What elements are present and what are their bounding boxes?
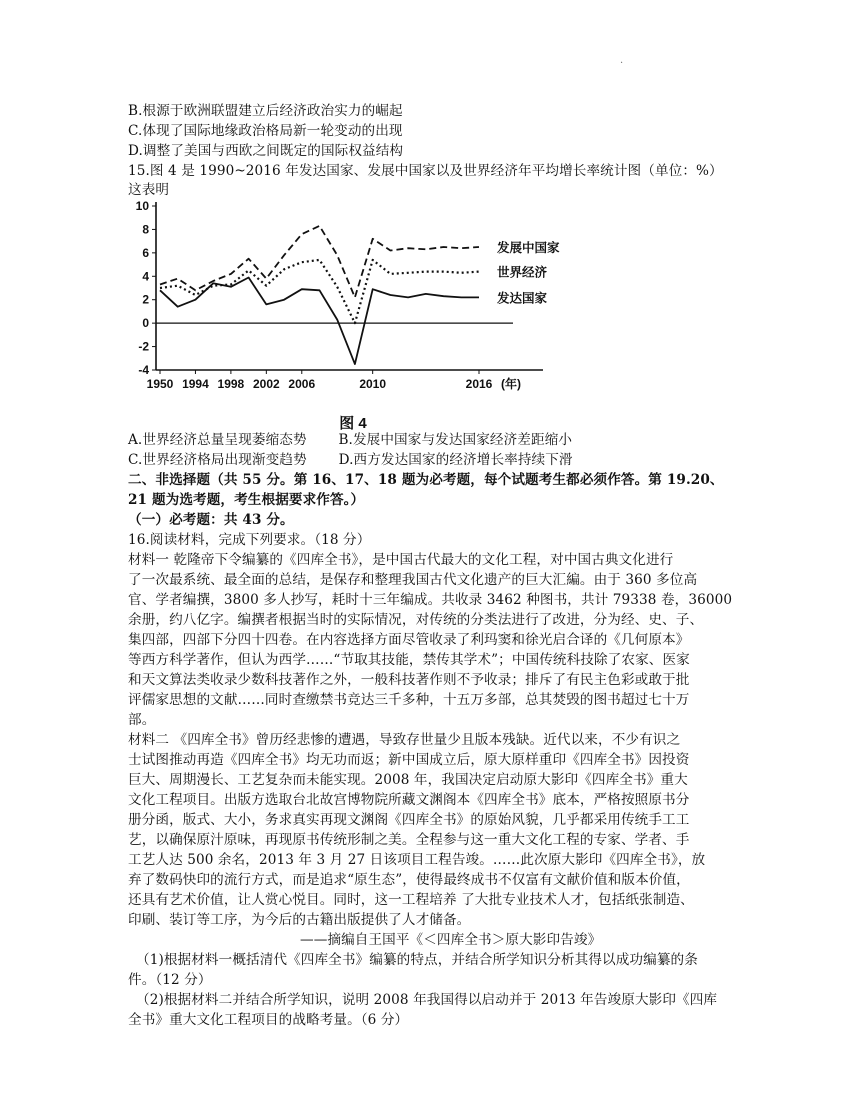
question-15: 15.图 4 是 1990~2016 年发达国家、发展中国家以及世界经济年平均增长率统计图（单位：%）	[128, 163, 723, 179]
material-two-line: 材料二 《四库全书》曾历经悲惨的遭遇，导致存世量少且版本残缺。近代以来，不少有识之	[128, 732, 681, 748]
growth-rate-chart	[128, 196, 588, 432]
series-label: 世界经济	[497, 265, 548, 280]
series-line-1	[160, 226, 479, 298]
sub-question-2: （2)根据材料二并结合所学知识，说明 2008 年我国得以启动并于 2013 年告竣原大影印《四库	[136, 992, 718, 1008]
section-two-heading: 二、非选择题（共 55 分。第 16、17、18 题为必考题，每个试题考生都必须作答。第 19.20、	[128, 472, 724, 488]
q15-options-cd: C.世界经济格局出现渐变趋势 D.西方发达国家的经济增长率持续下滑	[128, 452, 573, 468]
material-one-line: 官、学者编撰，3800 多人抄写，耗时十三年编成。共收录 3462 种图书，共计 79338 卷，36000	[128, 592, 733, 608]
material-two-line: 巨大、周期漫长、工艺复杂而未能实现。2008 年，我国决定启动原大影印《四库全书》重大	[128, 772, 688, 788]
material-one-line: 和天文算法类收录少数科技著作之外，一般科技著作则不予收录；排斥了有民主色彩或敢于批	[128, 672, 690, 688]
material-two-line: 艺，以确保原汁原味，再现原书传统形制之美。全程参与这一重大文化工程的专家、学者、手	[128, 832, 690, 848]
material-one-line: 等西方科学著作，但认为西学……“节取其技能，禁传其学术”；中国传统科技除了农家、医家	[128, 652, 690, 668]
section-two-heading-cont: 21 题为选考题，考生根据要求作答。）	[128, 492, 365, 508]
material-two-line: 弃了数码快印的流行方式，而是追求“原生态”，使得最终成书不仅富有文献价值和版本价值，	[128, 872, 690, 888]
page-mark: ·	[620, 58, 624, 69]
series-label: 发达国家	[497, 291, 548, 306]
question-16: 16.阅读材料，完成下列要求。（18 分）	[128, 532, 371, 548]
y-tick-label: 6	[142, 245, 149, 260]
option-c: C.体现了国际地缘政治格局新一轮变动的出现	[128, 123, 403, 139]
series-label: 发展中国家	[497, 241, 560, 255]
material-one-line: 评儒家思想的文献……同时查缴禁书竞达三千多种，十五万多部，总其焚毁的图书超过七十万	[128, 692, 690, 708]
material-one-line: 集四部，四部下分四十四卷。在内容选择方面尽管收录了利玛窦和徐光启合译的《几何原本》	[128, 632, 690, 648]
source-citation: ——摘编自王国平《＜四库全书＞原大影印告竣》	[300, 932, 602, 948]
material-one-line: 了一次最系统、最全面的总结，是保存和整理我国古代文化遗产的巨大汇編。由于 360 多位高	[128, 572, 698, 588]
required-questions-heading: （一）必考题：共 43 分。	[128, 512, 294, 528]
y-tick-label: 4	[142, 269, 149, 284]
sub-question-2-cont: 全书》重大文化工程项目的战略考量。（6 分）	[128, 1012, 409, 1028]
y-tick-label: 2	[142, 292, 149, 307]
material-two-line: 印刷、装订等工序，为今后的古籍出版提供了人才储备。	[128, 912, 471, 928]
material-two-line: 册分函，版式、大小，务求真实再现文渊阁《四库全书》的原始风貌，几乎都采用传统手工工	[128, 812, 690, 828]
material-two-line: 文化工程项目。出版方选取台北故宫博物院所藏文渊阁本《四库全书》底本，严格按照原书分	[128, 792, 690, 808]
chart-axes	[136, 199, 543, 391]
x-tick-label: 2006	[288, 377, 316, 391]
sub-question-1: （1)根据材料一概括清代《四库全书》编纂的特点，并结合所学知识分析其得以成功编纂的条	[136, 952, 698, 968]
option-d: D.调整了美国与西欧之间既定的国际权益结构	[128, 143, 404, 159]
y-tick-label: -2	[138, 339, 149, 354]
q15-options-ab: A.世界经济总量呈现萎缩态势 B.发展中国家与发达国家经济差距缩小	[128, 432, 573, 448]
y-tick-label: 0	[142, 316, 149, 331]
series-line-3	[160, 278, 479, 365]
x-tick-label: 2002	[252, 377, 280, 391]
figure-caption: 图 4	[339, 415, 367, 432]
option-b: B.根源于欧洲联盟建立后经济政治实力的崛起	[128, 103, 403, 119]
sub-question-1-cont: 件。（12 分）	[128, 972, 212, 988]
y-tick-label: 10	[135, 199, 149, 213]
y-tick-label: 8	[142, 222, 149, 237]
question-15-cont: 这表明	[128, 182, 170, 198]
material-one-line: 余册，约八亿字。编撰者根据当时的实际情况，对传统的分类法进行了改进，分为经、史、子、	[128, 612, 704, 628]
x-tick-label: 2016	[465, 377, 493, 391]
x-axis-label: (年)	[501, 377, 521, 391]
y-tick-label: -4	[138, 363, 149, 377]
material-two-line: 工艺人达 500 余名，2013 年 3 月 27 日该项目工程告竣。……此次原大影印《四库全书》，放	[128, 852, 706, 868]
material-two-line: 还具有艺术价值，让人赏心悦目。同时，这一工程培养 了大批专业技术人才，包括纸张制造、	[128, 892, 694, 908]
x-tick-label: 2010	[359, 377, 387, 391]
material-one-line: 部。	[128, 712, 156, 728]
x-tick-label: 1998	[217, 377, 245, 391]
chart-series	[160, 226, 479, 364]
x-tick-label: 1950	[146, 377, 174, 391]
chart-labels	[339, 240, 560, 432]
x-tick-label: 1994	[182, 377, 209, 391]
material-two-line: 士试图推动再造《四库全书》均无功而返；新中国成立后，原大原样重印《四库全书》因投资	[128, 752, 690, 768]
material-one-line: 材料一 乾隆帝下令编纂的《四库全书》，是中国古代最大的文化工程，对中国古典文化进行	[128, 552, 674, 568]
